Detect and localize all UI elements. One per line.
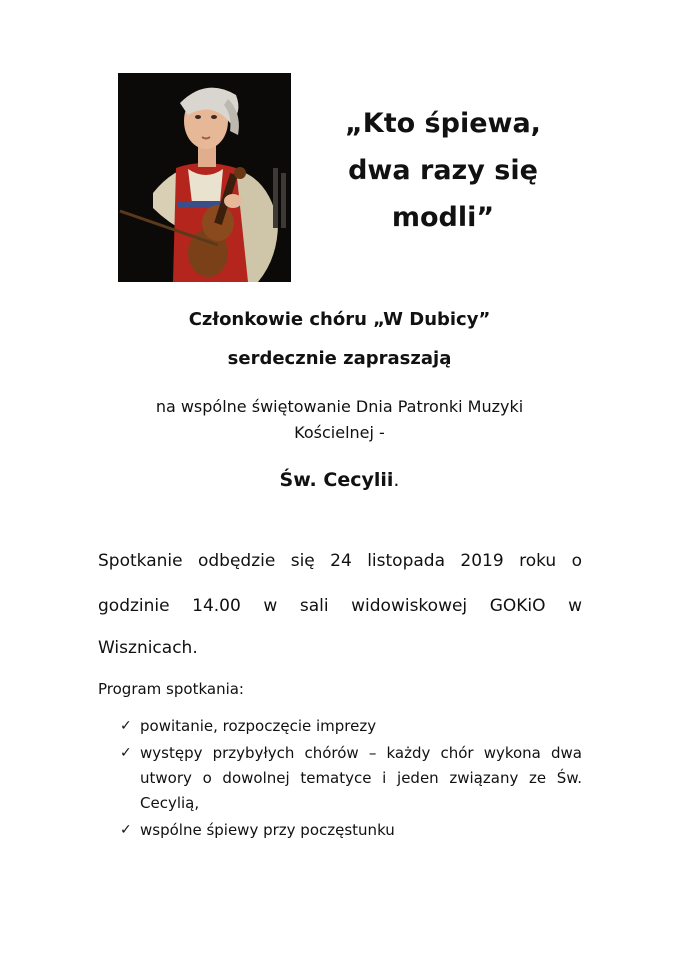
checkmark-icon: ✓ [120,718,132,734]
list-item-text: wspólne śpiewy przy poczęstunku [140,821,395,839]
celebration-line: na wspólne świętowanie Dnia Patronki Muzyki [155,397,524,416]
saint-name-text: Św. Cecylii [279,469,394,491]
meeting-line: godzinie 14.00 w sali widowiskowej GOKiO w [98,596,582,616]
list-item [120,741,582,816]
quote-line: modli” [391,202,495,233]
quote-line: „Kto śpiewa, [345,108,541,139]
invite-line: serdecznie zapraszają [227,348,452,369]
choir-members-line: Członkowie chóru „W Dubicy” [188,309,491,330]
list-item [120,818,582,843]
meeting-line: Spotkanie odbędzie się 24 listopada 2019 roku o [98,551,582,571]
program-list [120,714,582,845]
program-title: Program spotkania: [98,680,244,698]
celebration-text [0,394,679,446]
celebration-line: Kościelnej - [294,423,385,442]
saint-cecilia-painting [118,73,291,282]
saint-cecilia-illustration [118,73,291,282]
list-item-text: występy przybyłych chórów – każdy chór wykona dwa utwory o dowolnej tematyce i jeden związany ze Św. Cecylią, [140,744,582,812]
quote [318,100,568,241]
checkmark-icon: ✓ [120,745,132,761]
checkmark-icon: ✓ [120,822,132,838]
meeting-line: Wisznicach. [98,638,198,658]
list-item-text: powitanie, rozpoczęcie imprezy [140,717,377,735]
saint-name [0,466,679,494]
saint-name-dot: . [393,469,400,491]
quote-line: dwa razy się [348,155,538,186]
list-item [120,714,582,739]
